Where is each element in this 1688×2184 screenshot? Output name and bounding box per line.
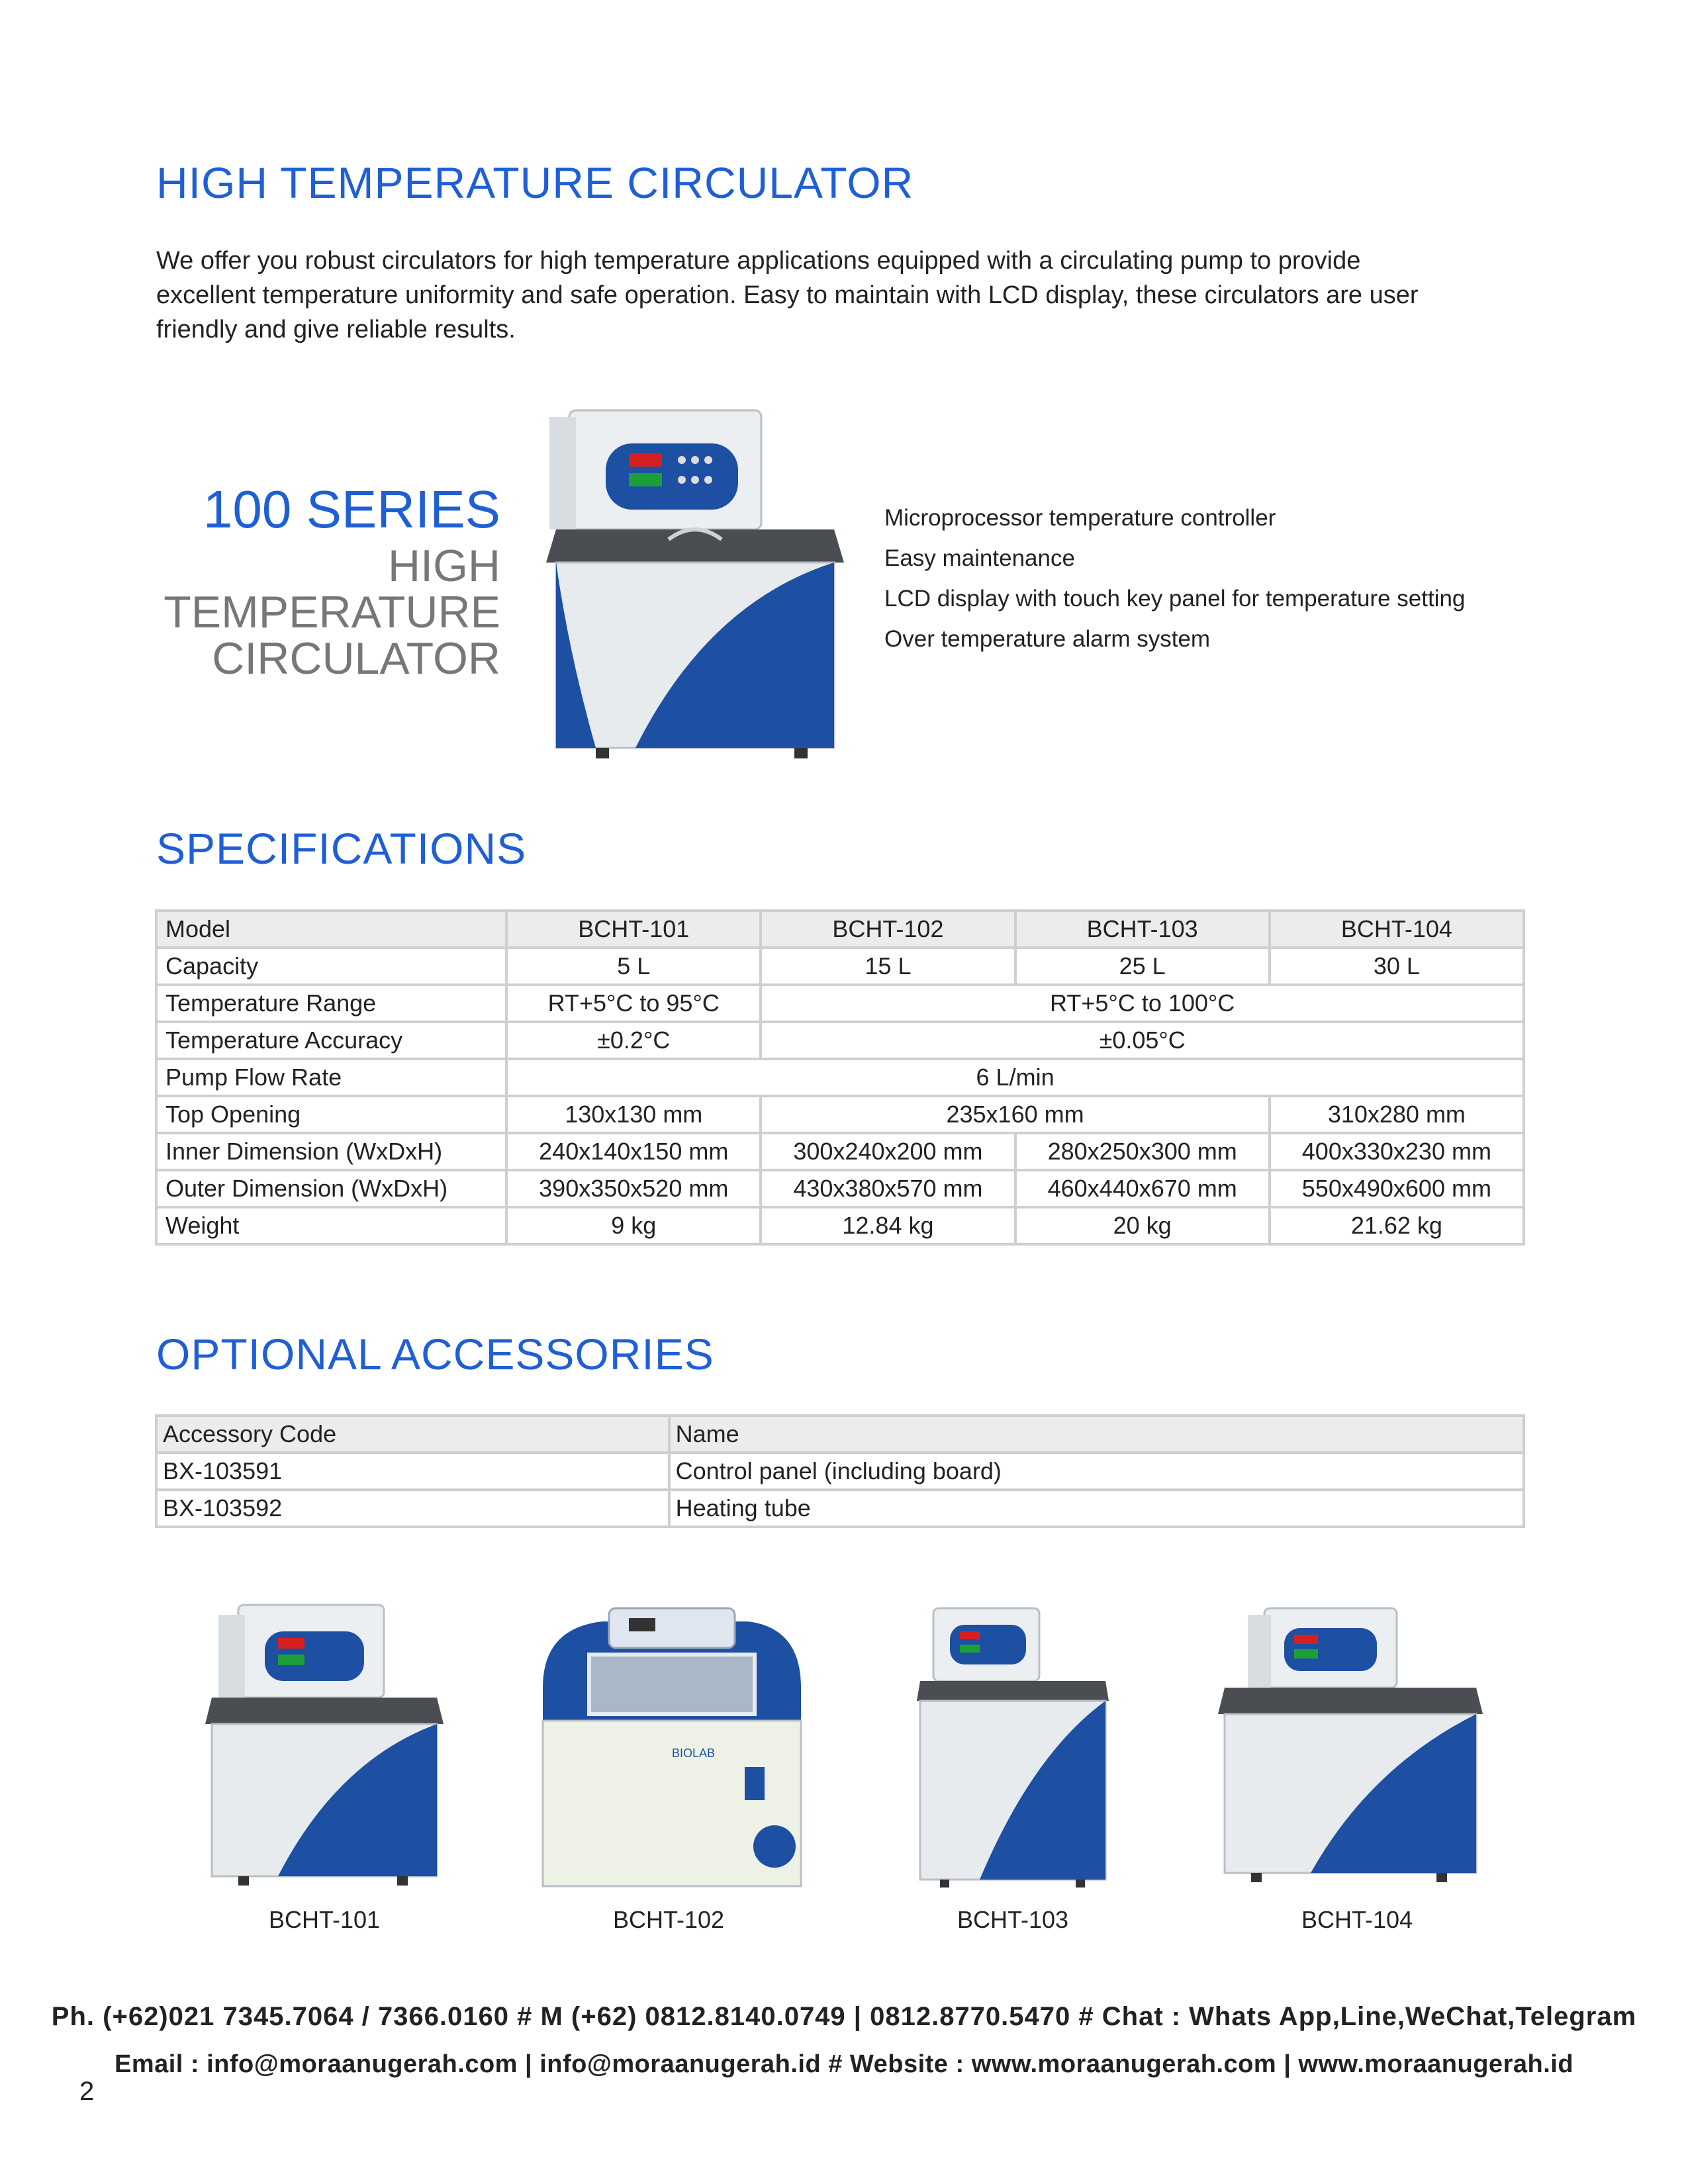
accessory-header-code: Accessory Code bbox=[156, 1416, 669, 1453]
spec-label: Inner Dimension (WxDxH) bbox=[156, 1133, 506, 1170]
spec-label: Top Opening bbox=[156, 1096, 506, 1133]
spec-value: ±0.2°C bbox=[506, 1022, 761, 1059]
spec-value: 12.84 kg bbox=[761, 1207, 1015, 1244]
spec-value: RT+5°C to 95°C bbox=[506, 985, 761, 1022]
accessory-name: Heating tube bbox=[669, 1490, 1524, 1527]
table-row bbox=[156, 1490, 1524, 1527]
spec-value: 21.62 kg bbox=[1270, 1207, 1524, 1244]
spec-value: ±0.05°C bbox=[761, 1022, 1524, 1059]
table-row bbox=[156, 1022, 1524, 1059]
spec-value: 5 L bbox=[506, 948, 761, 985]
spec-value: 6 L/min bbox=[506, 1059, 1524, 1096]
spec-value: BCHT-101 bbox=[506, 911, 761, 948]
intro-paragraph bbox=[156, 244, 1546, 347]
spec-value: 300x240x200 mm bbox=[761, 1133, 1015, 1170]
product-caption: BCHT-102 bbox=[612, 1906, 725, 1933]
table-row bbox=[156, 1207, 1524, 1244]
spec-label: Temperature Accuracy bbox=[156, 1022, 506, 1059]
feature-item: LCD display with touch key panel for temperature setting bbox=[884, 586, 1466, 612]
table-row bbox=[156, 911, 1524, 948]
series-subtitle-line: HIGH bbox=[388, 541, 500, 591]
table-row bbox=[156, 1096, 1524, 1133]
spec-label: Model bbox=[156, 911, 506, 948]
product-caption: BCHT-104 bbox=[1301, 1906, 1413, 1933]
spec-value: 30 L bbox=[1270, 948, 1524, 985]
spec-value: BCHT-102 bbox=[761, 911, 1015, 948]
table-row bbox=[156, 1453, 1524, 1490]
spec-value: 25 L bbox=[1015, 948, 1270, 985]
feature-list bbox=[884, 498, 1465, 659]
spec-label: Outer Dimension (WxDxH) bbox=[156, 1170, 506, 1207]
series-subtitle bbox=[130, 543, 500, 682]
product-caption: BCHT-103 bbox=[957, 1906, 1069, 1933]
accessories-heading: OPTIONAL ACCESSORIES bbox=[156, 1330, 714, 1379]
accessory-name: Control panel (including board) bbox=[669, 1453, 1524, 1490]
spec-value: 240x140x150 mm bbox=[506, 1133, 761, 1170]
spec-label: Weight bbox=[156, 1207, 506, 1244]
table-row bbox=[156, 1170, 1524, 1207]
footer-contact-phone: Ph. (+62)021 7345.7064 / 7366.0160 # M (+62) 0812.8140.0749 | 0812.8770.5470 # Chat : Whats App,Line,WeChat,Telegram bbox=[51, 2002, 1637, 2031]
table-row bbox=[156, 1416, 1524, 1453]
specifications-heading: SPECIFICATIONS bbox=[156, 824, 527, 873]
spec-value: 9 kg bbox=[506, 1207, 761, 1244]
footer-contact-email: Email : info@moraanugerah.com | info@moraanugerah.id # Website : www.moraanugerah.com | www.moraanugerah.id bbox=[114, 2050, 1574, 2078]
spec-value: 280x250x300 mm bbox=[1015, 1133, 1270, 1170]
table-row bbox=[156, 948, 1524, 985]
spec-value: 15 L bbox=[761, 948, 1015, 985]
product-image-bcht-102 bbox=[530, 1602, 808, 1893]
brand-label: BIOLAB bbox=[672, 1747, 716, 1760]
spec-value: BCHT-103 bbox=[1015, 911, 1270, 948]
intro-line: We offer you robust circulators for high temperature applications equipped with a circulating pump to provide bbox=[156, 247, 1361, 275]
spec-value: 430x380x570 mm bbox=[761, 1170, 1015, 1207]
intro-line: friendly and give reliable results. bbox=[156, 316, 516, 343]
spec-value: 20 kg bbox=[1015, 1207, 1270, 1244]
accessories-table bbox=[155, 1414, 1525, 1528]
series-subtitle-line: TEMPERATURE bbox=[164, 587, 500, 637]
spec-value: 400x330x230 mm bbox=[1270, 1133, 1524, 1170]
spec-value: BCHT-104 bbox=[1270, 911, 1524, 948]
product-caption: BCHT-101 bbox=[268, 1906, 381, 1933]
accessory-code: BX-103592 bbox=[156, 1490, 669, 1527]
specifications-table bbox=[155, 909, 1525, 1246]
feature-item: Easy maintenance bbox=[884, 545, 1075, 571]
page-number: 2 bbox=[79, 2077, 95, 2106]
product-image-bcht-101 bbox=[199, 1602, 450, 1893]
spec-label: Capacity bbox=[156, 948, 506, 985]
spec-value: 235x160 mm bbox=[761, 1096, 1269, 1133]
spec-value: 390x350x520 mm bbox=[506, 1170, 761, 1207]
spec-value: 460x440x670 mm bbox=[1015, 1170, 1270, 1207]
page-title: HIGH TEMPERATURE CIRCULATOR bbox=[156, 158, 914, 207]
spec-value: 130x130 mm bbox=[506, 1096, 761, 1133]
spec-value: 310x280 mm bbox=[1270, 1096, 1524, 1133]
table-row bbox=[156, 1059, 1524, 1096]
accessory-code: BX-103591 bbox=[156, 1453, 669, 1490]
series-title: 100 SERIES bbox=[203, 480, 500, 539]
circulator-main-image bbox=[543, 404, 847, 761]
accessory-header-name: Name bbox=[669, 1416, 1524, 1453]
series-subtitle-line: CIRCULATOR bbox=[212, 633, 500, 684]
spec-label: Pump Flow Rate bbox=[156, 1059, 506, 1096]
product-image-bcht-104 bbox=[1211, 1602, 1489, 1893]
intro-line: excellent temperature uniformity and safe operation. Easy to maintain with LCD display, these circulators are user bbox=[156, 281, 1419, 309]
spec-label: Temperature Range bbox=[156, 985, 506, 1022]
feature-item: Over temperature alarm system bbox=[884, 626, 1211, 652]
spec-value: 550x490x600 mm bbox=[1270, 1170, 1524, 1207]
table-row bbox=[156, 1133, 1524, 1170]
spec-value: RT+5°C to 100°C bbox=[761, 985, 1524, 1022]
feature-item: Microprocessor temperature controller bbox=[884, 505, 1276, 531]
table-row bbox=[156, 985, 1524, 1022]
product-image-bcht-103 bbox=[907, 1602, 1119, 1893]
